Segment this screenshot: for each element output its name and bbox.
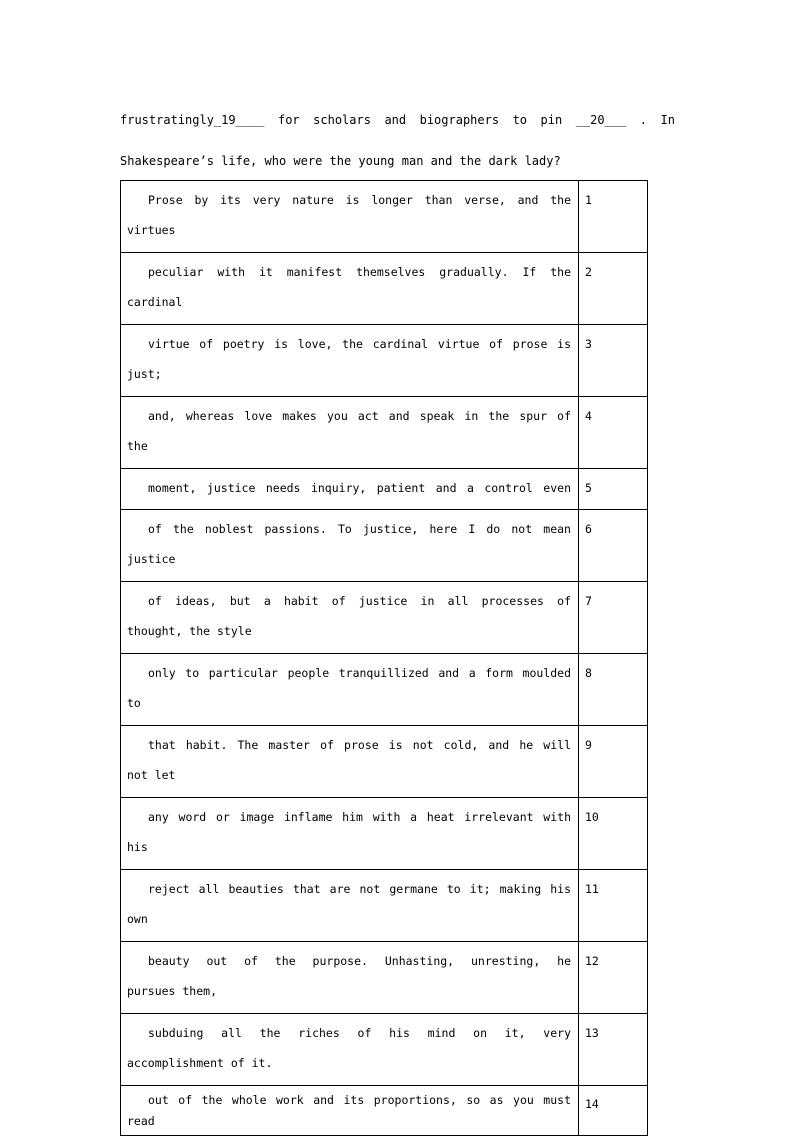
line-number-cell: 14: [579, 1086, 648, 1136]
intro-line-1-word: frustratingly_19____: [120, 113, 265, 127]
passage-line-text: out of the whole work and its proportions, so as you must: [148, 1093, 571, 1107]
passage-text-cell: [121, 654, 579, 726]
passage-line-continuation: cardinal: [127, 295, 183, 309]
passage-line-text: virtue of poetry is love, the cardinal virtue of prose is: [148, 337, 571, 351]
intro-line-1-word: and: [384, 113, 407, 127]
line-number-cell: 12: [579, 942, 648, 1014]
passage-text-cell: [121, 798, 579, 870]
table-row: [121, 654, 648, 726]
intro-line-2: Shakespeare’s life, who were the young man and the dark lady?: [120, 154, 561, 168]
table-row: [121, 253, 648, 325]
passage-line-text: of the noblest passions. To justice, here I do not mean: [148, 522, 571, 536]
passage-line-continuation: accomplishment of it.: [127, 1056, 273, 1070]
passage-text-cell: [121, 397, 579, 469]
passage-text-cell: [121, 582, 579, 654]
intro-line-1-word: __20___: [575, 113, 627, 127]
passage-text-cell: [121, 1014, 579, 1086]
line-number-cell: 13: [579, 1014, 648, 1086]
intro-line-1-word: biographers: [419, 113, 500, 127]
table-row: [121, 726, 648, 798]
line-number-cell: 6: [579, 510, 648, 582]
table-row: [121, 325, 648, 397]
table-row: [121, 510, 648, 582]
line-number-cell: 10: [579, 798, 648, 870]
intro-line-1-word: for: [277, 113, 300, 127]
line-number-cell: 11: [579, 870, 648, 942]
passage-line-continuation: thought, the style: [127, 624, 252, 638]
line-number-cell: 3: [579, 325, 648, 397]
passage-line-continuation: justice: [127, 552, 176, 566]
passage-line-continuation: not let: [127, 768, 176, 782]
intro-line-1: [120, 112, 675, 128]
passage-table-body: [121, 181, 648, 1136]
intro-line-1-word: to: [512, 113, 528, 127]
line-number-cell: 8: [579, 654, 648, 726]
line-number-cell: 2: [579, 253, 648, 325]
intro-line-1-word: .: [639, 113, 647, 127]
table-row: [121, 181, 648, 253]
passage-line-continuation: virtues: [127, 223, 176, 237]
passage-text-cell: [121, 469, 579, 510]
table-row: [121, 1014, 648, 1086]
passage-line-text: of ideas, but a habit of justice in all processes of: [148, 594, 571, 608]
passage-text-cell: [121, 510, 579, 582]
passage-text-cell: [121, 253, 579, 325]
table-row: [121, 798, 648, 870]
passage-table: [120, 180, 648, 1136]
passage-line-text: and, whereas love makes you act and speak in the spur of: [148, 409, 571, 423]
passage-line-text: beauty out of the purpose. Unhasting, unresting, he: [148, 954, 571, 968]
passage-text-cell: [121, 325, 579, 397]
intro-line-1-word: scholars: [313, 113, 371, 127]
line-number-cell: 7: [579, 582, 648, 654]
table-row: [121, 469, 648, 510]
passage-line-continuation: own: [127, 912, 148, 926]
passage-line-continuation: to: [127, 696, 141, 710]
intro-line-1-word: In: [660, 113, 675, 127]
passage-line-text: subduing all the riches of his mind on it, very: [148, 1026, 571, 1040]
passage-line-text: that habit. The master of prose is not cold, and he will: [148, 738, 571, 752]
passage-text-cell: [121, 942, 579, 1014]
passage-line-continuation: read: [127, 1114, 155, 1128]
line-number-cell: 4: [579, 397, 648, 469]
passage-line-continuation: just;: [127, 367, 162, 381]
passage-line-text: moment, justice needs inquiry, patient and a control even: [148, 481, 571, 495]
line-number-cell: 9: [579, 726, 648, 798]
line-number-cell: 1: [579, 181, 648, 253]
passage-line-text: peculiar with it manifest themselves gradually. If the: [148, 265, 571, 279]
passage-line-continuation: the: [127, 439, 148, 453]
table-row: [121, 397, 648, 469]
passage-line-text: only to particular people tranquillized and a form moulded: [148, 666, 571, 680]
passage-line-continuation: pursues them,: [127, 984, 218, 998]
passage-line-continuation: his: [127, 840, 148, 854]
passage-text-cell: [121, 1086, 579, 1136]
passage-text-cell: [121, 726, 579, 798]
passage-text-cell: [121, 870, 579, 942]
passage-line-text: Prose by its very nature is longer than verse, and the: [148, 193, 571, 207]
passage-line-text: any word or image inflame him with a heat irrelevant with: [148, 810, 571, 824]
passage-line-text: reject all beauties that are not germane to it; making his: [148, 882, 571, 896]
passage-text-cell: [121, 181, 579, 253]
intro-line-1-word: pin: [540, 113, 563, 127]
line-number-cell: 5: [579, 469, 648, 510]
table-row: [121, 582, 648, 654]
table-row: [121, 942, 648, 1014]
table-row: [121, 870, 648, 942]
table-row: [121, 1086, 648, 1136]
